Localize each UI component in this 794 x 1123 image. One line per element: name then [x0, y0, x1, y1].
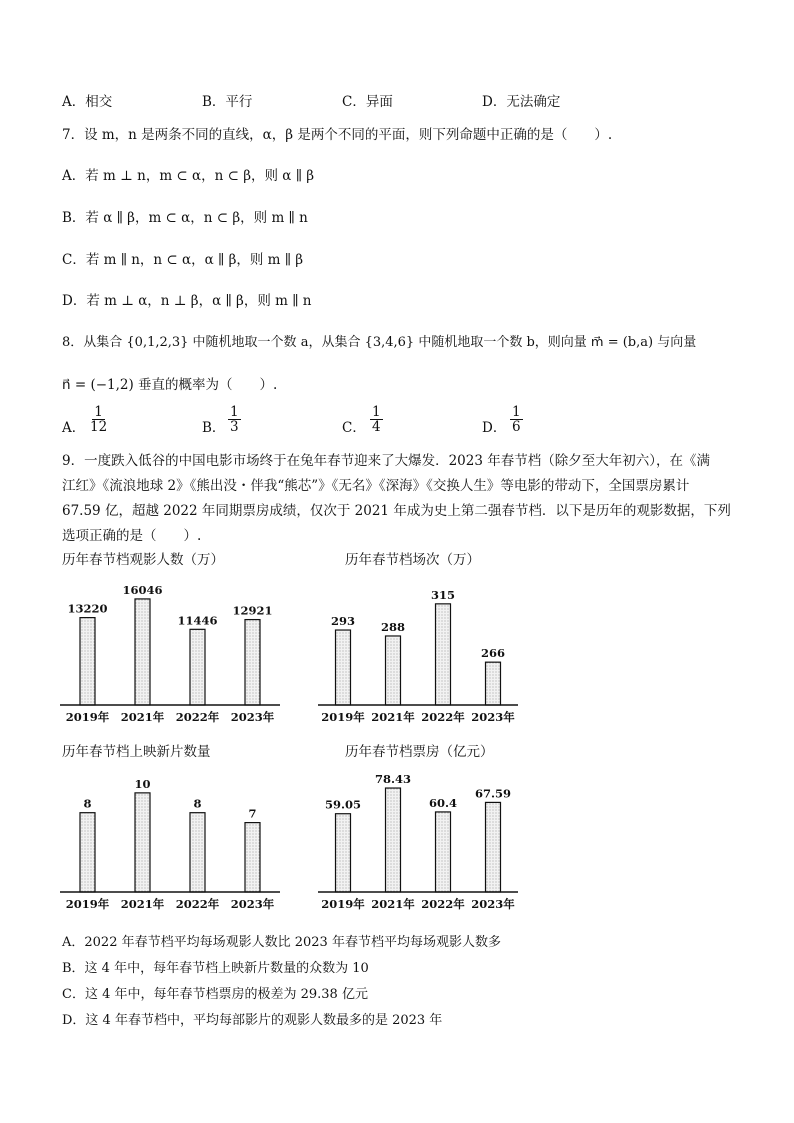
q9-option-d: D．这 4 年春节档中，平均每部影片的观影人数最多的是 2023 年 [62, 1013, 443, 1028]
chart-bar [80, 618, 95, 705]
chart-data-label: 288 [380, 619, 406, 634]
q7-option-b: B．若 α ∥ β，m ⊂ α，n ⊂ β，则 m ∥ n [62, 210, 308, 226]
chart-box-office [318, 764, 518, 919]
q8-option-a-letter: A． [62, 420, 86, 436]
chart-bar [245, 823, 260, 892]
chart-bar [436, 812, 451, 892]
chart-bar [135, 599, 150, 705]
chart-data-label: 7 [248, 806, 257, 821]
chart-bar [190, 629, 205, 705]
q8-option-c-fraction: $\frac{1}{4}$ [372, 404, 381, 436]
q6-option-c: C．异面 [342, 94, 393, 110]
q6-option-b: B．平行 [202, 94, 253, 110]
q9-option-a: A．2022 年春节档平均每场观影人数比 2023 年春节档平均每场观影人数多 [62, 935, 501, 950]
chart-audience-title: 历年春节档观影人数（万） [62, 552, 224, 568]
q8-option-d-letter: D． [482, 420, 507, 436]
q9-stem-line4: 选项正确的是（ ）. [62, 528, 202, 544]
q8-option-b-letter: B． [202, 420, 226, 436]
chart-x-tick-label: 2022年 [421, 710, 465, 724]
chart-x-tick-label: 2023年 [230, 710, 275, 724]
chart-x-tick-label: 2021年 [371, 897, 415, 911]
q8-option-b-fraction: $\frac{1}{3}$ [230, 404, 239, 436]
chart-data-label: 11446 [177, 613, 218, 628]
q6-option-a: A．相交 [62, 94, 113, 110]
chart-x-tick-label: 2021年 [371, 710, 415, 724]
chart-x-tick-label: 2021年 [120, 897, 165, 911]
chart-screenings [318, 572, 518, 732]
chart-x-tick-label: 2022年 [175, 897, 220, 911]
chart-data-label: 10 [134, 776, 151, 791]
q6-option-d: D．无法确定 [482, 94, 561, 110]
chart-screenings-title: 历年春节档场次（万） [345, 552, 480, 568]
q8-stem-line1: 8．从集合 {0,1,2,3} 中随机地取一个数 a，从集合 {3,4,6} 中随机地取一个数 b，则向量 m⃗ = (b,a) 与向量 [62, 335, 697, 350]
q7-option-a: A．若 m ⊥ n，m ⊂ α，n ⊂ β，则 α ∥ β [62, 168, 315, 184]
q8-option-c-letter: C． [342, 420, 366, 436]
chart-x-tick-label: 2019年 [65, 710, 110, 724]
chart-new-films [60, 764, 280, 919]
chart-bar [386, 788, 401, 892]
chart-data-label: 67.59 [474, 786, 512, 801]
chart-bar [190, 813, 205, 892]
q9-stem-line3: 67.59 亿，超越 2022 年同期票房成绩，仅次于 2021 年成为史上第二强春节档．以下是历年的观影数据，下列 [62, 503, 731, 519]
chart-data-label: 12921 [232, 603, 273, 618]
chart-data-label: 8 [193, 796, 202, 811]
q8-option-a-fraction: $\frac{1}{12}$ [90, 404, 108, 436]
chart-bar [336, 630, 351, 705]
chart-bar [436, 604, 451, 705]
chart-x-tick-label: 2023年 [471, 897, 515, 911]
chart-bar [80, 813, 95, 892]
chart-bar [386, 636, 401, 705]
chart-data-label: 78.43 [374, 772, 412, 787]
chart-x-tick-label: 2019年 [321, 897, 365, 911]
q9-option-b: B．这 4 年中，每年春节档上映新片数量的众数为 10 [62, 961, 369, 976]
chart-x-tick-label: 2023年 [230, 897, 275, 911]
q8-stem-line2: n⃗ = (−1,2) 垂直的概率为（ ）. [62, 377, 278, 393]
chart-bar [486, 802, 501, 892]
chart-bar [245, 620, 260, 705]
chart-x-tick-label: 2019年 [321, 710, 365, 724]
q9-stem-line2: 江红》《流浪地球 2》《熊出没・伴我“熊芯”》《无名》《深海》《交换人生》等电影的带动下，全国票房累计 [62, 478, 690, 494]
chart-bar [486, 662, 501, 705]
chart-data-label: 266 [480, 646, 506, 661]
q7-option-c: C．若 m ∥ n，n ⊂ α，α ∥ β，则 m ∥ β [62, 252, 304, 268]
chart-x-tick-label: 2022年 [421, 897, 465, 911]
chart-data-label: 13220 [67, 601, 108, 616]
chart-new-films-title: 历年春节档上映新片数量 [62, 744, 211, 760]
q7-stem: 7．设 m，n 是两条不同的直线，α，β 是两个不同的平面，则下列命题中正确的是（ ）. [62, 127, 613, 143]
chart-data-label: 315 [430, 587, 456, 602]
chart-box-office-title: 历年春节档票房（亿元） [345, 744, 494, 760]
chart-data-label: 8 [83, 796, 92, 811]
chart-x-tick-label: 2022年 [175, 710, 220, 724]
chart-data-label: 59.05 [324, 797, 362, 812]
q9-option-c: C．这 4 年中，每年春节档票房的极差为 29.38 亿元 [62, 987, 368, 1002]
chart-x-tick-label: 2023年 [471, 710, 515, 724]
chart-x-tick-label: 2021年 [120, 710, 165, 724]
q7-option-d: D．若 m ⊥ α，n ⊥ β，α ∥ β，则 m ∥ n [62, 293, 312, 309]
chart-data-label: 293 [330, 614, 356, 629]
chart-bar [135, 793, 150, 892]
q9-stem-line1: 9．一度跌入低谷的中国电影市场终于在兔年春节迎来了大爆发．2023 年春节档（除夕至大年初六），在《满 [62, 453, 710, 469]
chart-x-tick-label: 2019年 [65, 897, 110, 911]
chart-audience [60, 572, 280, 732]
chart-data-label: 60.4 [428, 795, 458, 810]
q8-option-d-fraction: $\frac{1}{6}$ [512, 404, 521, 436]
chart-data-label: 16046 [122, 582, 163, 597]
chart-bar [336, 814, 351, 892]
